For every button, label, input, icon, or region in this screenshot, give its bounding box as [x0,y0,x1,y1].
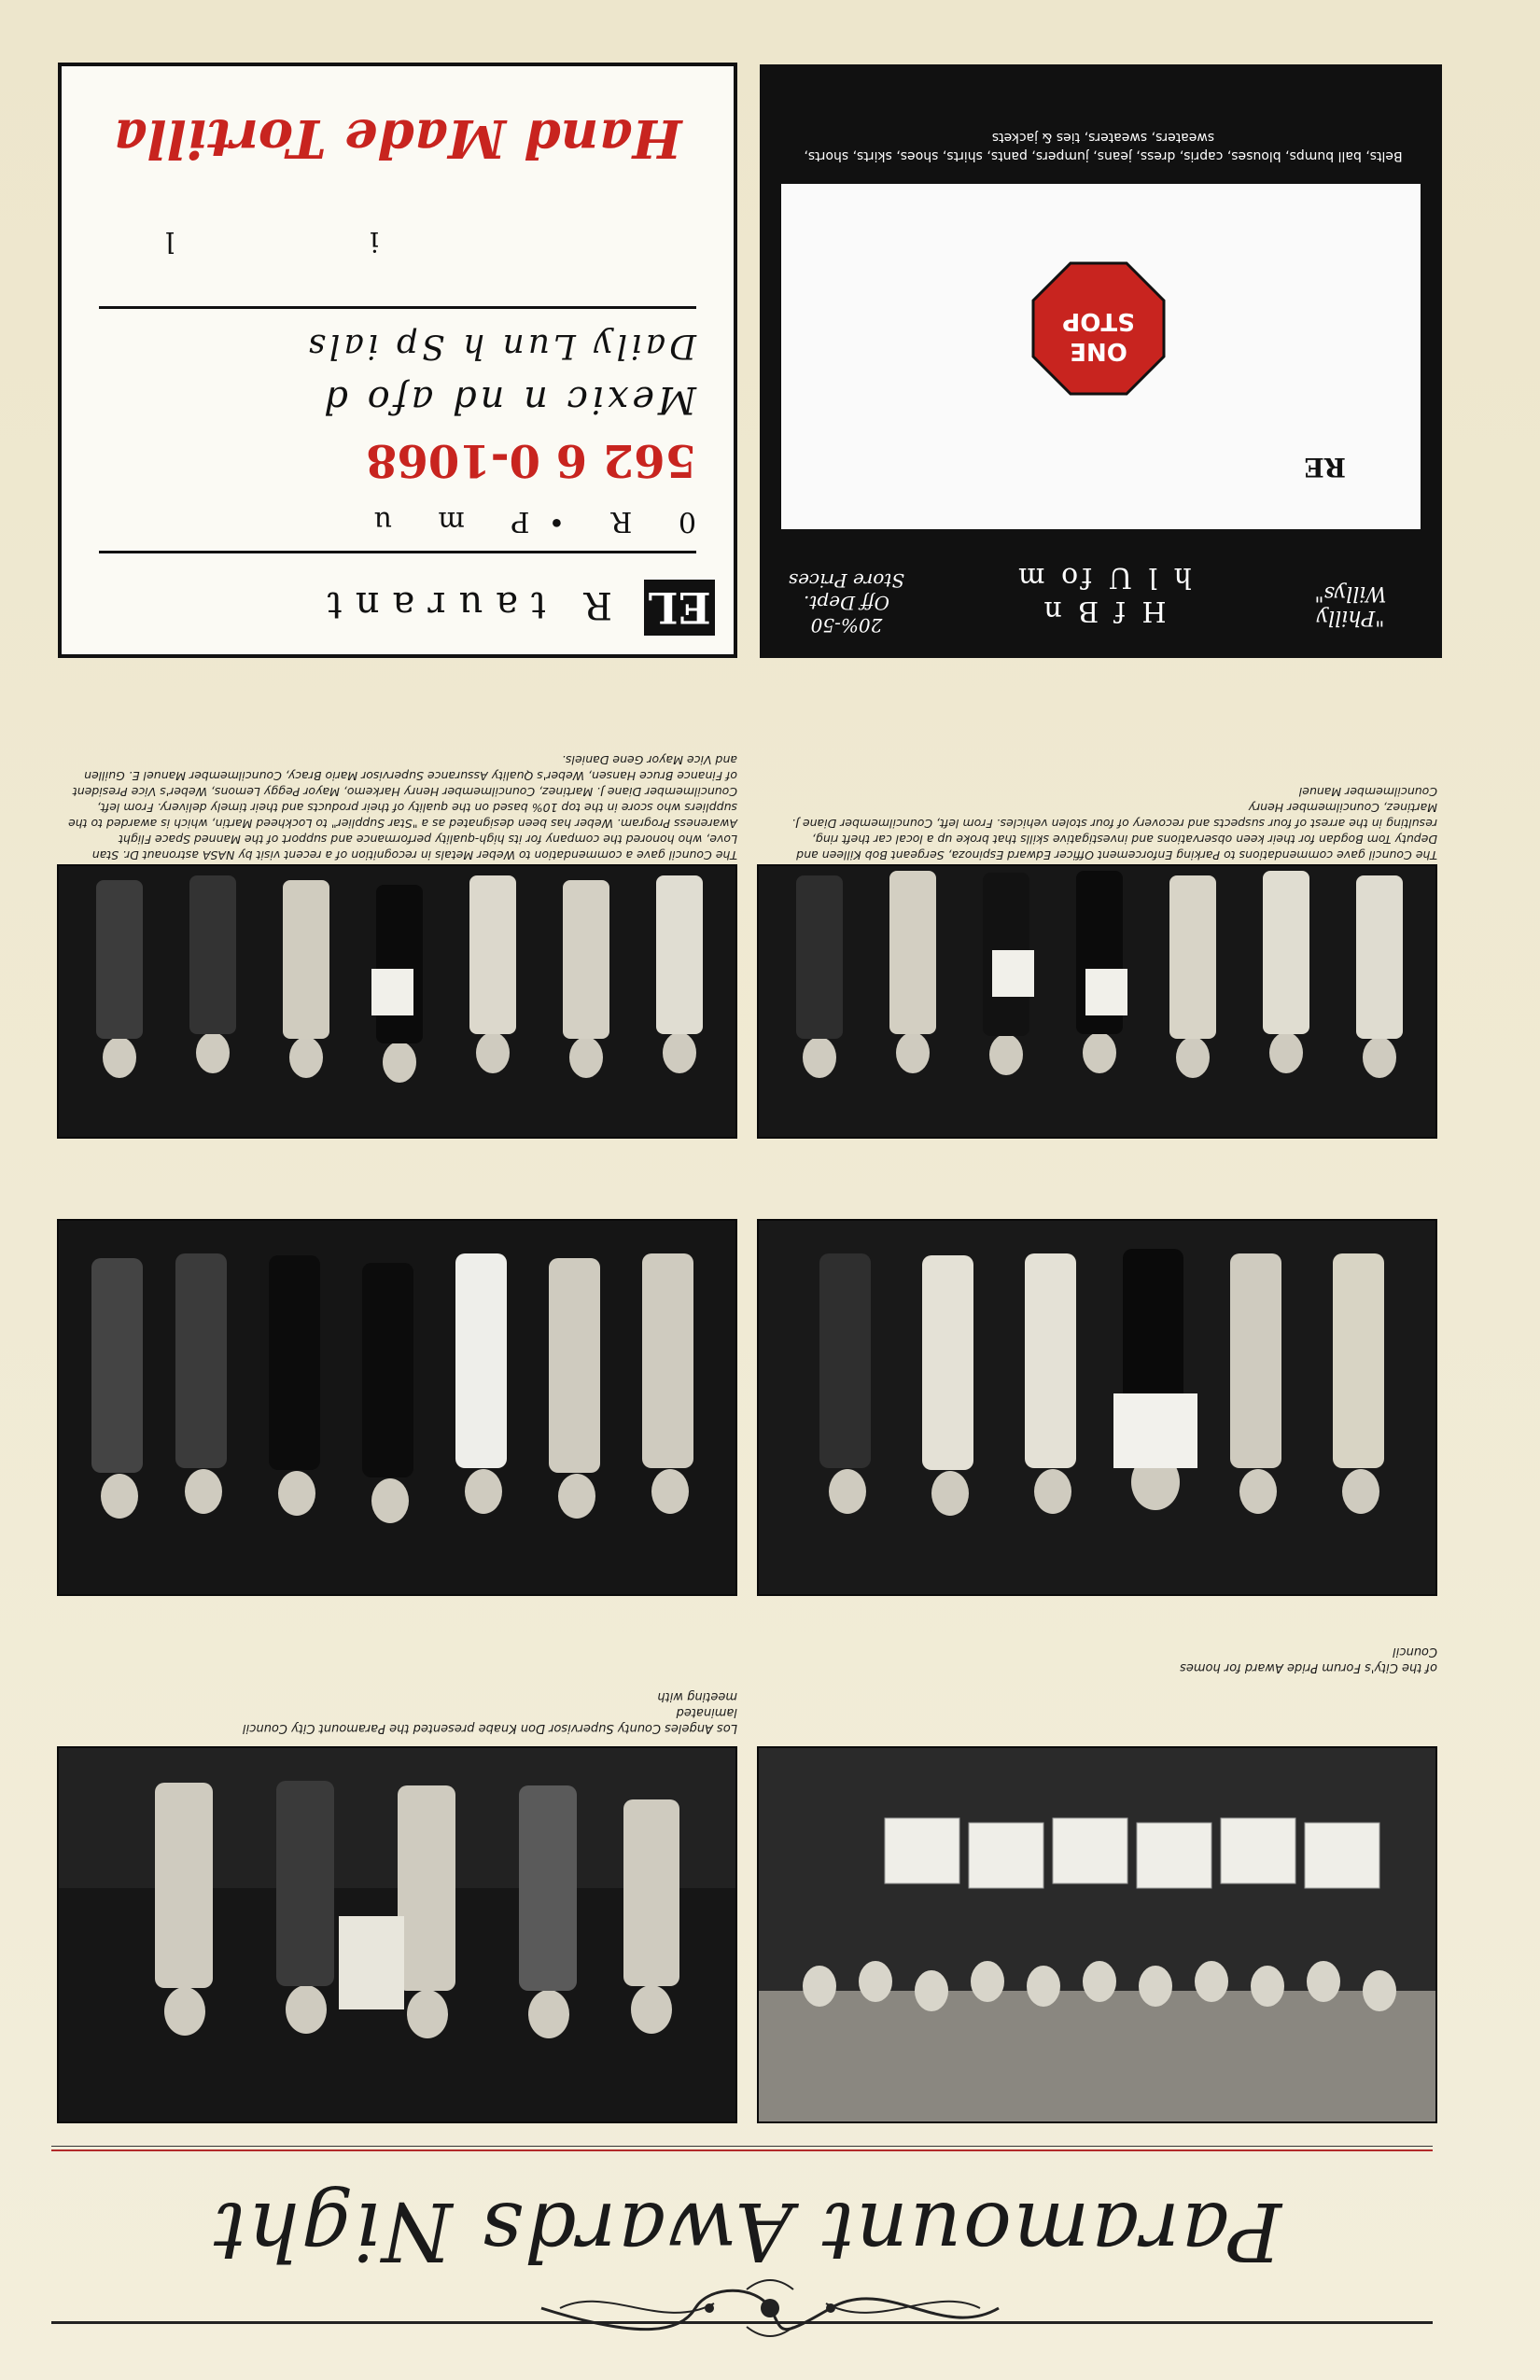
ad-mexican-seafood: Mexic n nd afo d [320,378,696,421]
photo-forum-pride-award [757,1746,1437,2123]
title-rule-thin [51,2146,1433,2147]
ad-re-text: RE [1304,452,1346,483]
ad-daily-specials: Daily Lun h Sp ials [304,327,696,365]
ad-willys-uniforms [760,64,1442,658]
title-rule [51,2149,1433,2151]
ad-marks: i l [72,225,379,258]
ad-el-logo: EL [644,580,715,636]
photo-council-group [57,1219,737,1596]
ad-tag-discount: 20%-50 Off Dept. Store Prices [788,569,905,637]
stop-sign-text: ONE STOP [1062,307,1135,365]
ad-phone: 562 6 0-1068 [366,434,696,486]
ad-heading-line2: h l U fo m [1015,561,1192,594]
ad-rule [99,551,696,553]
ad-tag-philly: "Philly Willys" [1314,581,1387,629]
ad-heading [935,553,1271,627]
ad-items-text: Belts, ball bumps, blouses, capris, dress, jeans, jumpers, pants, shirts, shoes, skirts, shorts, sweaters, sweaters, ties & jackets [804,130,1403,163]
photo-caption: Los Angeles County Supervisor Don Knabe presented the Paramount City Council laminated meeting with [243,1689,737,1735]
photo-council-knabe [57,1746,737,2123]
photo-council-certificate [757,1219,1437,1596]
ad-restaurant-word: R taurant [314,583,612,626]
page-title: Paramount Awards Night [211,2184,1282,2277]
photo-caption: of the City's Forum Pride Award for homes Council [1180,1645,1437,1674]
ad-heading-line1: H f B n [1040,595,1167,627]
photo-officers-commendation [757,864,1437,1139]
ad-el-restaurant [58,63,737,658]
ad-handmade-tortilla: Hand Made Tortilla [113,107,682,169]
ad-inner-panel [781,184,1421,529]
ad-hours: 0 R •P m u [355,505,696,538]
photo-caption: The Council gave a commendation to Weber Metals in recognition of a recent visit by NASA astronaut Dr. Stan Love, who honored the company for its high-quality performance and support of the Manned Space Flight Awareness Program. Weber has been designated as a "Star Supplier" to Lockheed Martin, which is awarded to the suppliers who score in the top 10% based on the quality of their products and their timely delivery. From left, Councilmember Diane J. Martinez, Councilmember Henry Harkemo, Mayor Peggy Lemons, Weber's Vice President of Finance Bruce Hansen, Weber's Quality Assurance Supervisor Mario Bracy, Councilmember Manuel E. Guillen and Vice Mayor Gene Daniels. [68,753,737,862]
photo-weber-metals [57,864,737,1139]
ornament-flourish [523,2266,1017,2350]
ad-rule [99,306,696,309]
photo-caption: The Council gave commendations to Parking Enforcement Officer Edward Espinoza, Sergeant Bob Killeen and Deputy Tom Bogdan for their keen observations and investigative skills that broke up a local car theft ring, resulting in the arrest of four suspects and recovery of four stolen vehicles. From left, Councilmember Diane J. Martinez, Councilmember Henry Councilmember Manuel [791,785,1437,862]
